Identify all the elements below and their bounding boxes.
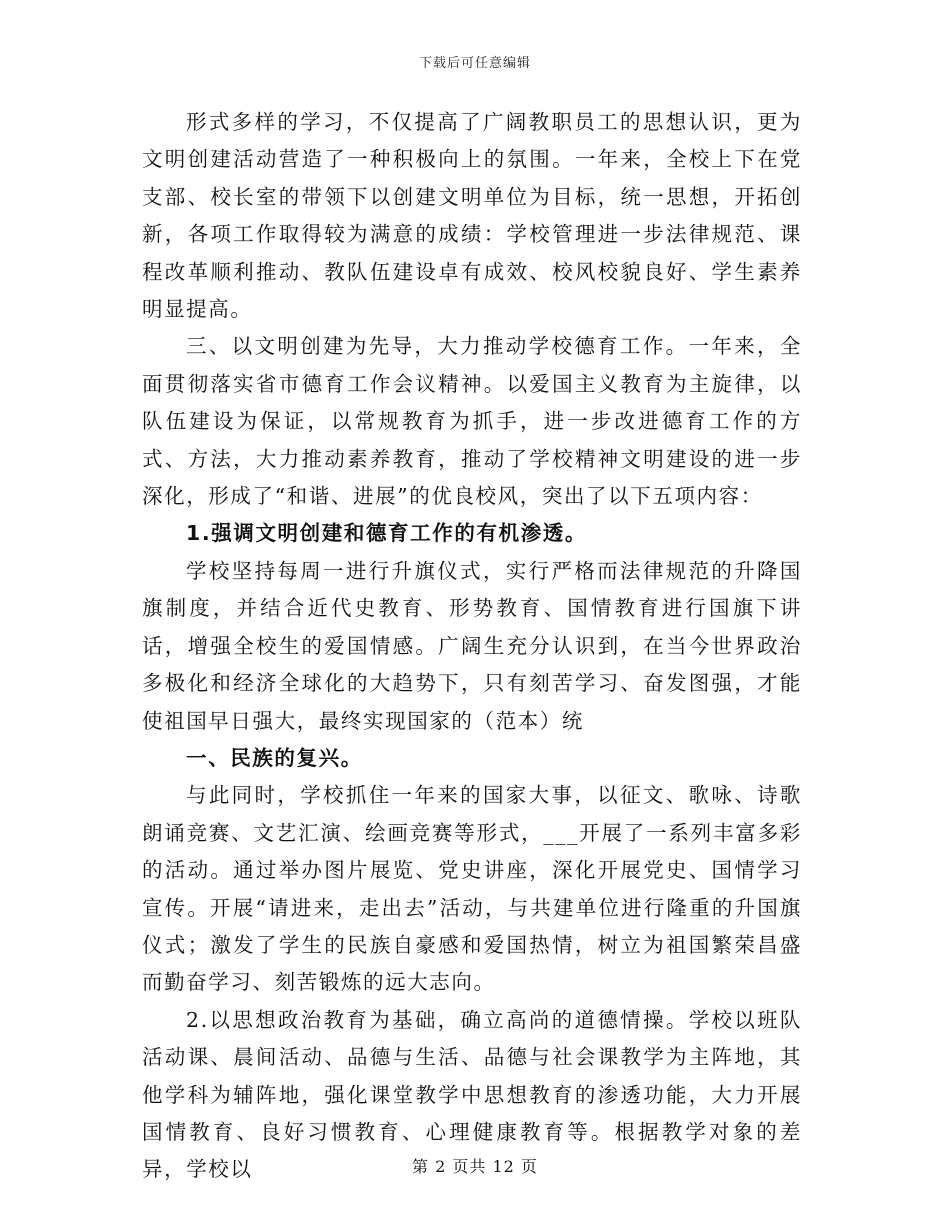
paragraph-activities: 与此同时，学校抓住一年来的国家大事，以征文、歌咏、诗歌朗诵竞赛、文艺汇演、绘画竞赛等形式，___开展了一系列丰富多彩的活动。通过举办图片展览、党史讲座，深化开展党史、国情学习宣传。开展“请进来，走出去”活动，与共建单位进行隆重的升国旗仪式；激发了学生的民族自豪感和爱国热情，树立为祖国繁荣昌盛而勤奋学习、刻苦锻炼的远大志向。 [142, 783, 802, 995]
page-number-footer: 第 2 页共 12 页 [412, 1157, 538, 1176]
heading-item-1: 1.强调文明创建和德育工作的有机渗透。 [186, 521, 587, 546]
heading-national-revival: 一、民族的复兴。 [186, 745, 363, 770]
paragraph-intro: 形式多样的学习，不仅提高了广阔教职员工的思想认识，更为文明创建活动营造了一种积极向上的氛围。一年来，全校上下在党支部、校长室的带领下以创建文明单位为目标，统一思想，开拓创新，各项工作取得较为满意的成绩：学校管理进一步法律规范、课程改革顺利推动、教队伍建设卓有成效、校风校貌良好、学生素养明显提高。 [142, 110, 802, 322]
paragraph-item-2: 2.以思想政治教育为基础，确立高尚的道德情操。学校以班队活动课、晨间活动、品德与生活、品德与社会课教学为主阵地，其他学科为辅阵地，强化课堂教学中思想教育的渗透功能，大力开展国情教育、良好习惯教育、心理健康教育等。根据教学对象的差异，学校以 [142, 1007, 802, 1182]
page-header: 下载后可任意编辑 [418, 56, 531, 71]
paragraph-section-three: 三、以文明创建为先导，大力推动学校德育工作。一年来，全面贯彻落实省市德育工作会议精神。以爱国主义教育为主旋律，以队伍建设为保证，以常规教育为抓手，进一步改进德育工作的方式、方法，大力推动素养教育，推动了学校精神文明建设的进一步深化，形成了“和谐、进展”的优良校风，突出了以下五项内容： [142, 334, 802, 509]
paragraph-flag-ceremony: 学校坚持每周一进行升旗仪式，实行严格而法律规范的升降国旗制度，并结合近代史教育、形势教育、国情教育进行国旗下讲话，增强全校生的爱国情感。广阔生充分认识到，在当今世界政治多极化和经济全球化的大趋势下，只有刻苦学习、奋发图强，才能使祖国早日强大，最终实现国家的（范本）统 [142, 558, 802, 733]
document-body [142, 104, 802, 1189]
